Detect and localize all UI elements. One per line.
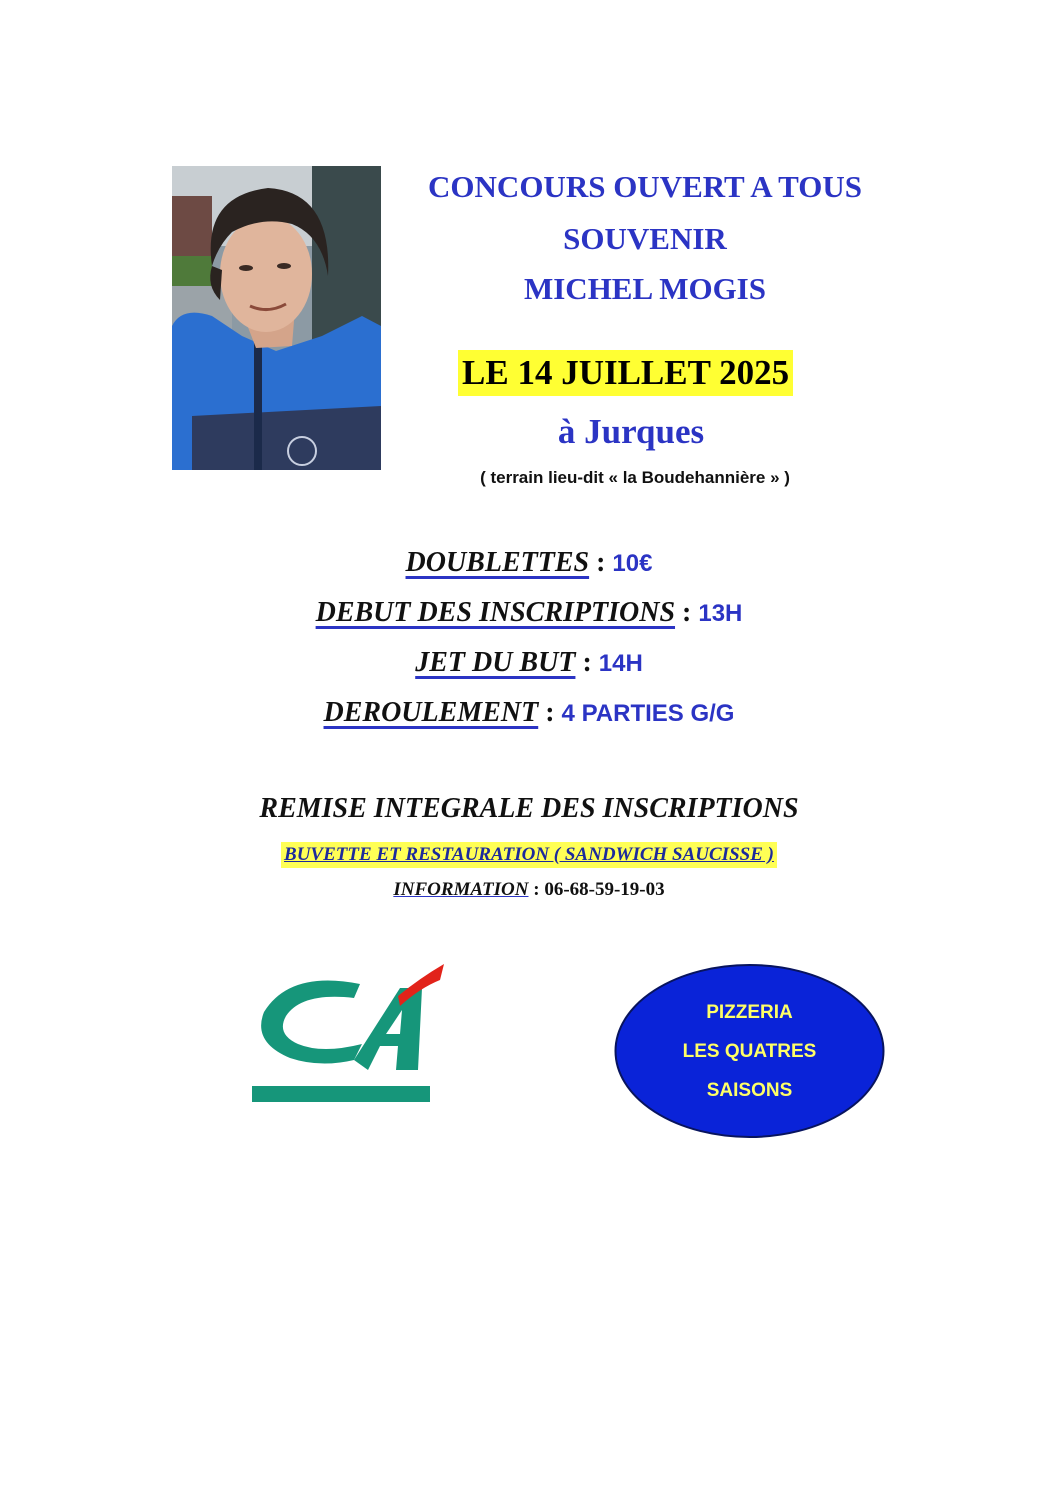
bank-logo	[250, 962, 450, 1107]
buvette-row	[0, 842, 1058, 868]
detail-row-jet-du-but	[0, 645, 1058, 682]
remise-heading: REMISE INTEGRALE DES INSCRIPTIONS	[259, 793, 799, 824]
detail-value: 10€	[612, 550, 653, 577]
detail-value: 13H	[698, 600, 743, 627]
pizzeria-line-2: LES QUATRES	[682, 1040, 817, 1062]
pizzeria-text	[613, 963, 886, 1139]
title-line-3: MICHEL MOGIS	[523, 271, 766, 306]
information-line	[0, 879, 1058, 901]
detail-label: DEROULEMENT	[323, 697, 539, 728]
title-line-2: SOUVENIR	[563, 221, 727, 256]
event-date: LE 14 JUILLET 2025	[458, 350, 793, 396]
pizzeria-line-1: PIZZERIA	[706, 1001, 793, 1023]
detail-separator: :	[675, 597, 699, 628]
detail-separator: :	[575, 647, 599, 678]
detail-row-inscriptions	[0, 595, 1058, 632]
buvette-text: BUVETTE ET RESTAURATION ( SANDWICH SAUCISSE )	[281, 842, 777, 868]
event-place: à Jurques	[557, 412, 705, 451]
detail-label: JET DU BUT	[415, 647, 576, 678]
detail-row-deroulement	[0, 695, 1058, 732]
event-terrain: ( terrain lieu-dit « la Boudehannière » )	[480, 468, 790, 487]
detail-value: 4 PARTIES G/G	[561, 700, 735, 727]
information-label: INFORMATION	[393, 879, 529, 900]
pizzeria-line-3: SAISONS	[706, 1079, 793, 1101]
detail-separator: :	[589, 547, 613, 578]
detail-label: DEBUT DES INSCRIPTIONS	[315, 597, 676, 628]
title-line-1: CONCOURS OUVERT A TOUS	[428, 169, 862, 204]
detail-separator: :	[538, 697, 562, 728]
detail-value: 14H	[598, 650, 643, 677]
detail-row-doublettes	[0, 545, 1058, 582]
information-phone: : 06-68-59-19-03	[528, 879, 665, 900]
portrait-photo	[172, 166, 381, 470]
detail-label: DOUBLETTES	[405, 547, 590, 578]
